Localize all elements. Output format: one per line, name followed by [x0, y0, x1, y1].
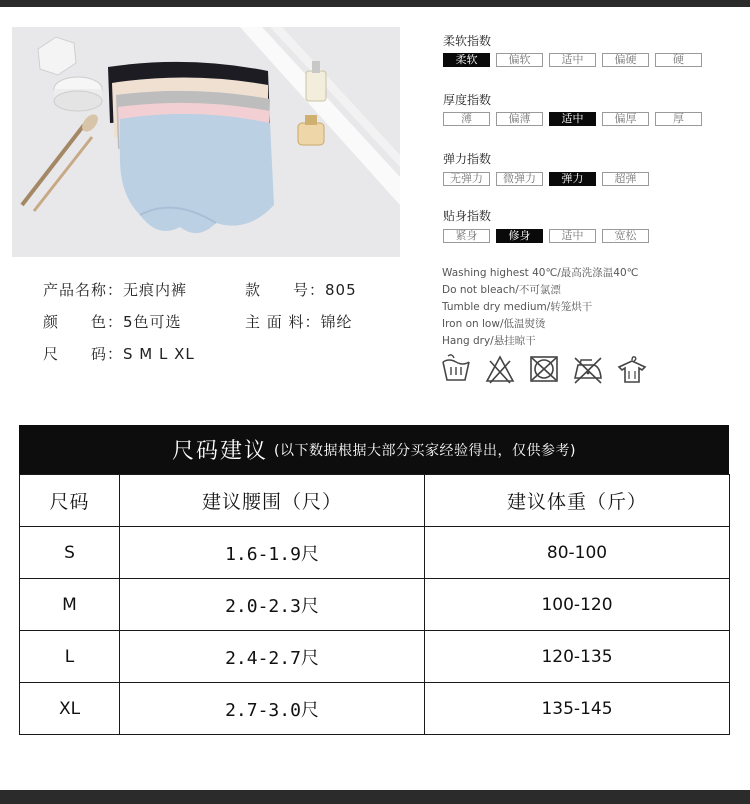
size-label: 尺 码： [43, 345, 124, 363]
product-illustration [12, 27, 400, 257]
table-row [20, 631, 730, 683]
size-cell: S [20, 527, 120, 579]
size-table-subtitle: (以下数据根据大部分买家经验得出，仅供参考) [274, 442, 576, 459]
size-cell: L [20, 631, 120, 683]
thickness-option: 薄 [443, 112, 490, 126]
care-line-iron: Iron on low/低温熨烫 [442, 318, 546, 330]
weight-cell: 100-120 [425, 579, 730, 631]
waist-cell: 2.0-2.3尺 [120, 579, 425, 631]
elasticity-options [443, 172, 649, 186]
thickness-options [443, 112, 702, 126]
softness-option: 偏硬 [602, 53, 649, 67]
bottom-bar [0, 790, 750, 804]
header-size: 尺码 [20, 475, 120, 527]
top-bar [0, 0, 750, 7]
table-row [20, 527, 730, 579]
product-name-row [43, 279, 187, 300]
size-cell: M [20, 579, 120, 631]
fit-option: 修身 [496, 229, 543, 243]
care-icons [440, 353, 648, 385]
waist-cell: 2.7-3.0尺 [120, 683, 425, 735]
thickness-title: 厚度指数 [443, 93, 492, 107]
style-number-value: 805 [325, 281, 357, 299]
color-value: 5色可选 [123, 313, 182, 331]
size-value: S M L XL [123, 345, 195, 363]
thickness-option: 厚 [655, 112, 702, 126]
fit-options [443, 229, 649, 243]
style-number-row [245, 279, 357, 300]
fit-title: 贴身指数 [443, 209, 492, 223]
size-table-header-row [20, 475, 730, 527]
softness-option: 硬 [655, 53, 702, 67]
elasticity-option: 超弹 [602, 172, 649, 186]
color-row [43, 311, 182, 332]
weight-cell: 120-135 [425, 631, 730, 683]
thickness-option: 适中 [549, 112, 596, 126]
care-line-washing: Washing highest 40℃/最高洗涤温40℃ [442, 267, 639, 279]
elasticity-option: 弹力 [549, 172, 596, 186]
softness-option: 柔软 [443, 53, 490, 67]
no-bleach-icon [484, 353, 516, 385]
waist-cell: 1.6-1.9尺 [120, 527, 425, 579]
no-tumble-dry-icon [528, 353, 560, 385]
softness-option: 适中 [549, 53, 596, 67]
header-weight: 建议体重（斤） [425, 475, 730, 527]
size-cell: XL [20, 683, 120, 735]
waist-cell: 2.4-2.7尺 [120, 631, 425, 683]
softness-options [443, 53, 702, 67]
no-iron-icon [572, 353, 604, 385]
size-table [19, 474, 730, 735]
softness-option: 偏软 [496, 53, 543, 67]
fit-option: 紧身 [443, 229, 490, 243]
table-row [20, 579, 730, 631]
hang-dry-icon [616, 353, 648, 385]
wash-40-icon [440, 353, 472, 385]
thickness-option: 偏厚 [602, 112, 649, 126]
thickness-option: 偏薄 [496, 112, 543, 126]
material-label: 主 面 料： [245, 313, 321, 331]
material-value: 锦纶 [320, 313, 353, 331]
product-name-label: 产品名称： [43, 281, 124, 299]
fit-option: 适中 [549, 229, 596, 243]
weight-cell: 80-100 [425, 527, 730, 579]
header-waist: 建议腰围（尺） [120, 475, 425, 527]
elasticity-option: 无弹力 [443, 172, 490, 186]
table-row [20, 683, 730, 735]
size-row [43, 343, 195, 364]
product-name-value: 无痕内裤 [123, 281, 188, 299]
care-line-bleach: Do not bleach/不可氯漂 [442, 284, 561, 296]
size-table-title: 尺码建议 [172, 439, 269, 464]
material-row [245, 311, 353, 332]
elasticity-title: 弹力指数 [443, 152, 492, 166]
weight-cell: 135-145 [425, 683, 730, 735]
style-number-label: 款 号： [245, 281, 326, 299]
product-photo [12, 27, 400, 257]
care-line-tumble: Tumble dry medium/转笼烘干 [442, 301, 593, 313]
elasticity-option: 微弹力 [496, 172, 543, 186]
color-label: 颜 色： [43, 313, 124, 331]
care-line-hang: Hang dry/悬挂晾干 [442, 335, 536, 347]
softness-title: 柔软指数 [443, 34, 492, 48]
size-table-header [19, 425, 729, 474]
fit-option: 宽松 [602, 229, 649, 243]
